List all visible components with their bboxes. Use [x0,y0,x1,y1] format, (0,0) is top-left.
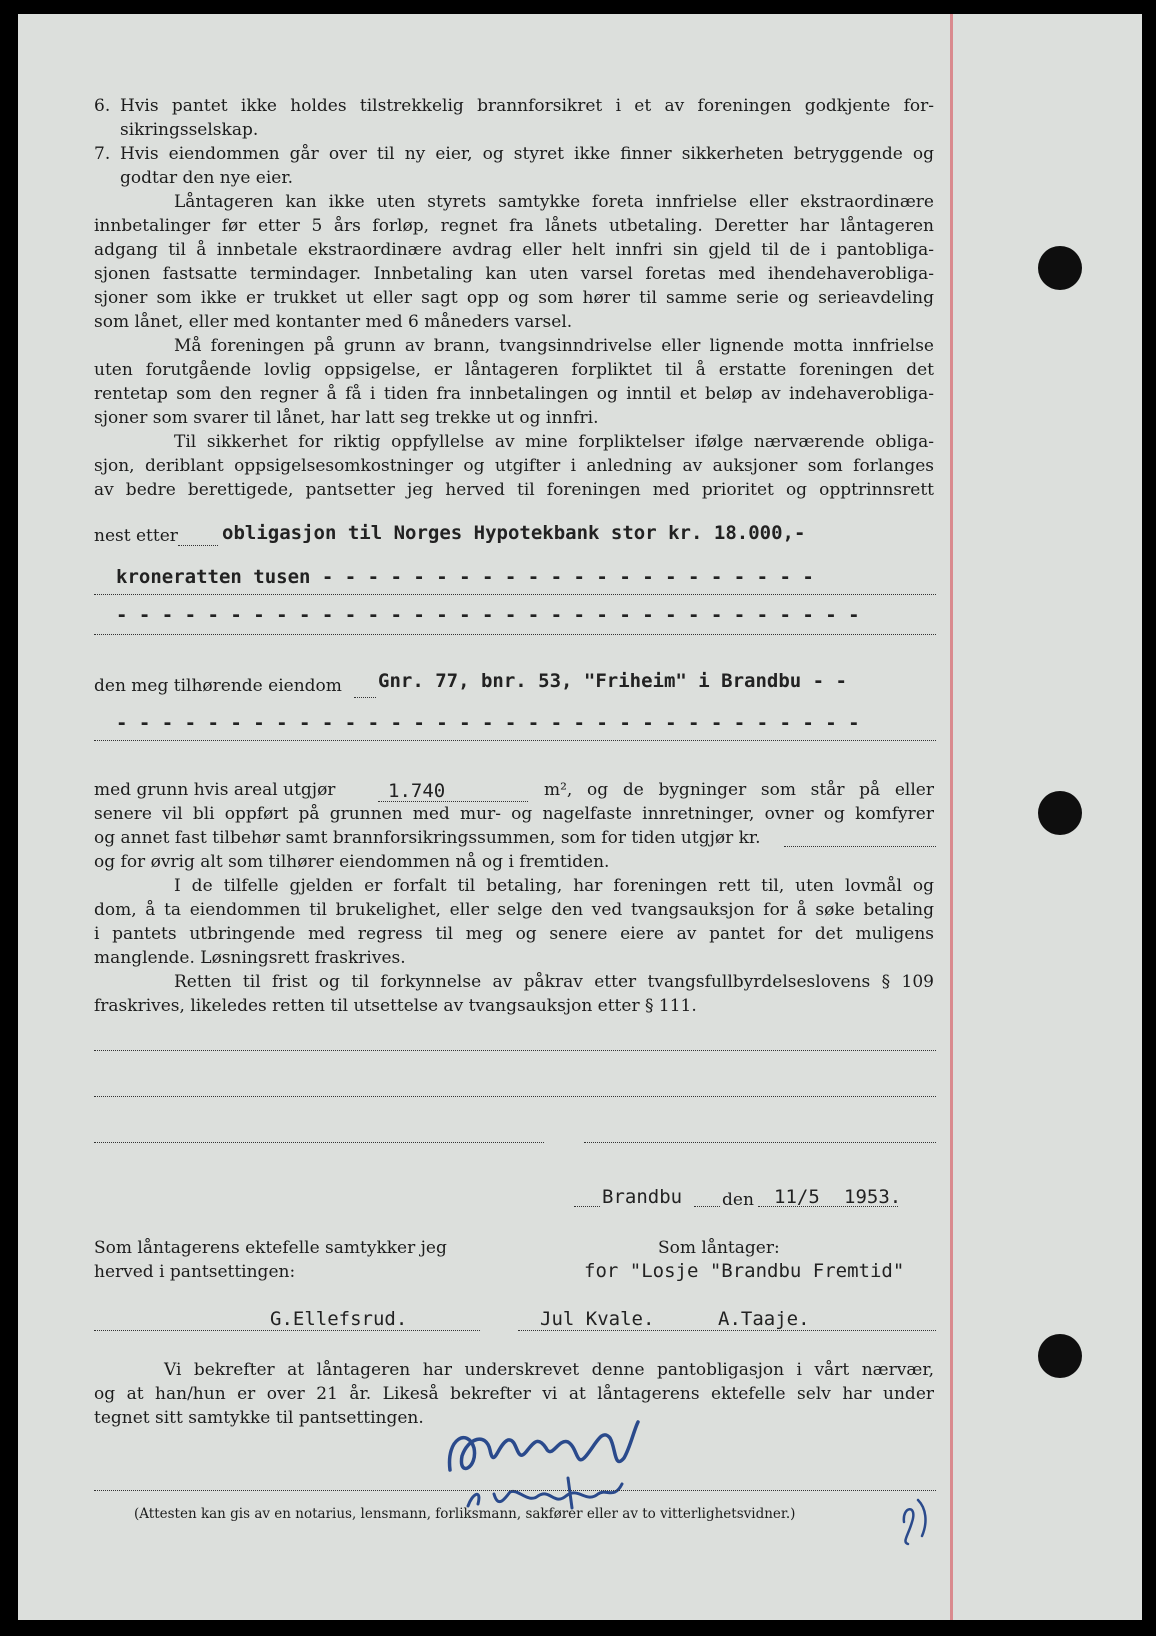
paragraph-line: sjonen fastsatte termindager. Innbetaling kan uten varsel foretas med ihendehaverobliga- [94,264,934,284]
item-text: Hvis pantet ikke holdes tilstrekkelig brannforsikret i et av foreningen godkjente for- [120,96,934,116]
paragraph-line: sjoner som svarer til lånet, har latt seg trekke ut og innfri. [94,408,599,428]
paragraph-line: adgang til å innbetale ekstraordinære avdrag eller helt innfri sin gjeld til de i pantobliga- [94,240,934,260]
fill-line [784,846,936,847]
item-text: Hvis eiendommen går over til ny eier, og styret ikke finner sikkerheten betryggende og [120,144,934,164]
paragraph-line: uten forutgående lovlig oppsigelse, er låntageren forpliktet til å erstatte foreningen det [94,360,934,380]
fill-line [94,634,936,635]
area-label: med grunn hvis areal utgjør [94,780,336,800]
paragraph-line: I de tilfelle gjelden er forfalt til betaling, har foreningen rett til, uten lovmål og [174,876,934,896]
blank-line [94,1096,936,1097]
area-value: 1.740 [388,780,446,802]
punch-hole [1038,246,1082,290]
paragraph-line: Retten til frist og til forkynnelse av påkrav etter tvangsfullbyrdelseslovens § 109 [174,972,934,992]
property-text: - - - - - - - - - - - - - - - - - - - - - - - - - - - - - - - - - [116,712,860,734]
fill-line [178,545,218,546]
property-label: den meg tilhørende eiendom [94,676,342,696]
item-text: sikringsselskap. [120,120,259,140]
item-number: 6. [94,96,111,116]
handwritten-signature [438,1408,648,1518]
spouse-label: Som låntagerens ektefelle samtykker jeg [94,1238,447,1258]
area-suffix: m², og de bygninger som står på eller [544,780,934,800]
paragraph-line: innbetalinger før etter 5 års forløp, regnet fra lånets utbetaling. Deretter har låntageren [94,216,934,236]
paragraph-line: og annet fast tilbehør samt brannforsikringssummen, som for tiden utgjør kr. [94,828,761,848]
signing-date: 11/5 [774,1186,820,1208]
priority-text: obligasjon til Norges Hypotekbank stor kr. 18.000,- [222,522,806,544]
spouse-signature: G.Ellefsrud. [270,1308,408,1330]
paragraph-line: sjoner som ikke er trukket ut eller sagt opp og som hører til samme serie og serieavdeling [94,288,934,308]
paragraph-line: Til sikkerhet for riktig oppfyllelse av mine forpliktelser ifølge nærværende obliga- [174,432,934,452]
priority-label: nest etter [94,526,178,546]
punch-hole [1038,791,1082,835]
signing-year: 1953. [844,1186,902,1208]
fill-line [694,1206,720,1207]
blank-line [94,1142,544,1143]
paragraph-line: sjon, deriblant oppsigelsesomkostninger og utgifter i anledning av auksjoner som forlanges [94,456,934,476]
den-label: den [722,1190,754,1210]
fill-line [94,740,936,741]
paragraph-line: av bedre berettigede, pantsetter jeg herved til foreningen med prioritet og opptrinnsrett [94,480,934,500]
paragraph-line: Må foreningen på grunn av brann, tvangsinndrivelse eller lignende motta innfrielse [174,336,934,356]
margin-line [950,14,953,1620]
paragraph-line: senere vil bli oppført på grunnen med mur- og nagelfaste innretninger, ovner og komfyrer [94,804,934,824]
fill-line [354,697,376,698]
document-page [18,14,1142,1620]
witness-line: tegnet sitt samtykke til pantsettingen. [94,1408,424,1428]
paragraph-line: fraskrives, likeledes retten til utsettelse av tvangsauksjon etter § 111. [94,996,697,1016]
paragraph-line: som lånet, eller med kontanter med 6 måneders varsel. [94,312,573,332]
footnote: (Attesten kan gis av en notarius, lensmann, forliksmann, sakfører eller av to vitterlighetsvidner.) [134,1506,796,1522]
item-number: 7. [94,144,111,164]
fill-line [574,1206,600,1207]
signature-line [94,1330,480,1331]
witness-line: og at han/hun er over 21 år. Likeså bekrefter vi at låntagerens ektefelle selv har under [94,1384,934,1404]
borrower-name: for "Losje "Brandbu Fremtid" [584,1260,905,1282]
borrower-signature: Jul Kvale. [540,1308,655,1330]
priority-text: kroneratten tusen - - - - - - - - - - - - - - - - - - - - - - [116,566,814,588]
fill-line [94,594,936,595]
paragraph-line: dom, å ta eiendommen til brukelighet, eller selge den ved tvangsauksjon for å søke betaling [94,900,934,920]
witness-line: Vi bekrefter at låntageren har underskrevet denne pantobligasjon i vårt nærvær, [164,1360,934,1380]
item-text: godtar den nye eier. [120,168,294,188]
paragraph-line: rentetap som den regner å få i tiden fra innbetalingen og inntil et beløp av indehaverobliga- [94,384,934,404]
paragraph-line: og for øvrig alt som tilhører eiendommen nå og i fremtiden. [94,852,610,872]
borrower-label: Som låntager: [658,1238,780,1258]
priority-text: - - - - - - - - - - - - - - - - - - - - - - - - - - - - - - - - - [116,604,860,626]
paragraph-line: Låntageren kan ikke uten styrets samtykke foreta innfrielse eller ekstraordinære [174,192,934,212]
paragraph-line: manglende. Løsningsrett fraskrives. [94,948,406,968]
paragraph-line: i pantets utbringende med regress til meg og senere eiere av pantet for det muligens [94,924,934,944]
property-text: Gnr. 77, bnr. 53, "Friheim" i Brandbu - - [378,670,847,692]
borrower-signature: A.Taaje. [718,1308,810,1330]
signature-line [94,1490,936,1491]
spouse-label: herved i pantsettingen: [94,1262,296,1282]
punch-hole [1038,1334,1082,1378]
blank-line [94,1050,936,1051]
blank-line [584,1142,936,1143]
margin-mark [898,1492,934,1548]
signature-line [518,1330,936,1331]
signing-place: Brandbu [602,1186,683,1208]
